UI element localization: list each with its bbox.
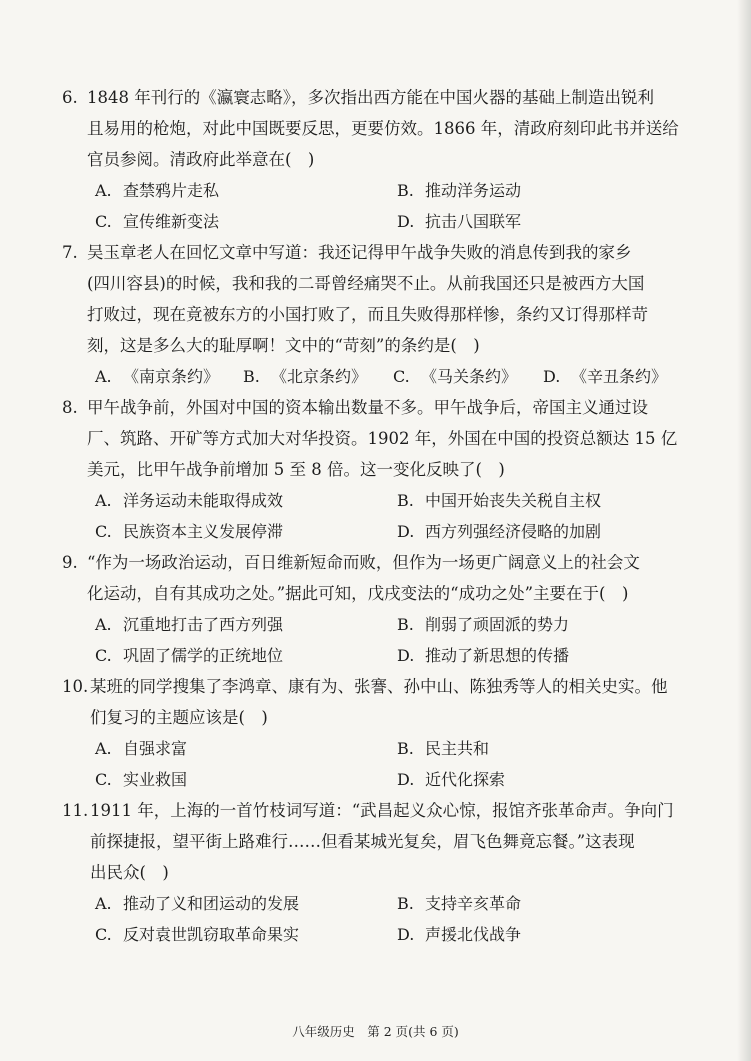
option-c: C. 《马关条约》 bbox=[393, 367, 518, 386]
question-text-line: 厂、筑路、开矿等方式加大对华投资。1902 年，外国在中国的投资总额达 15 亿 bbox=[87, 429, 678, 448]
option-a: A. 推动了义和团运动的发展 bbox=[95, 894, 300, 913]
option-c: C. 实业救国 bbox=[95, 770, 188, 789]
question-number: 11. bbox=[62, 801, 89, 820]
question-text-line: 刻，这是多么大的耻厚啊！文中的“苛刻”的条约是( ) bbox=[87, 336, 480, 355]
option-b: B. 削弱了顽固派的势力 bbox=[397, 615, 570, 634]
question-number: 7. bbox=[62, 243, 78, 262]
question-number: 9. bbox=[62, 553, 78, 572]
option-c: C. 民族资本主义发展停滞 bbox=[95, 522, 284, 541]
question-text-line: 美元，比甲午战争前增加 5 至 8 倍。这一变化反映了( ) bbox=[87, 460, 505, 479]
question-text-line: 且易用的枪炮，对此中国既要反思，更要仿效。1866 年，清政府刻印此书并送给 bbox=[87, 119, 679, 138]
option-d: D. 《辛丑条约》 bbox=[543, 367, 668, 386]
question-text-line: (四川容县)的时候，我和我的二哥曾经痛哭不止。从前我国还只是被西方大国 bbox=[87, 274, 645, 293]
option-b: B. 推动洋务运动 bbox=[397, 181, 522, 200]
question-11 bbox=[62, 795, 690, 950]
answer-options bbox=[62, 485, 690, 547]
question-text-line: 出民众( ) bbox=[90, 863, 169, 882]
question-text-line: 甲午战争前，外国对中国的资本输出数量不多。甲午战争后，帝国主义通过设 bbox=[87, 398, 648, 417]
question-number: 8. bbox=[62, 398, 78, 417]
answer-options bbox=[62, 175, 690, 237]
question-text-line: 1911 年，上海的一首竹枝词写道：“武昌起义众心惊，报馆齐张革命声。争向门 bbox=[90, 801, 674, 820]
question-text-line: 某班的同学搜集了李鸿章、康有为、张謇、孙中山、陈独秀等人的相关史实。他 bbox=[90, 677, 668, 696]
answer-options bbox=[62, 888, 690, 950]
page-footer: 八年级历史 第 2 页(共 6 页) bbox=[292, 1024, 459, 1039]
option-a: A. 《南京条约》 bbox=[95, 367, 220, 386]
option-b: B. 支持辛亥革命 bbox=[397, 894, 522, 913]
question-9 bbox=[62, 547, 690, 671]
question-text-line: 1848 年刊行的《瀛寰志略》，多次指出西方能在中国火器的基础上制造出锐利 bbox=[87, 88, 654, 107]
question-list bbox=[62, 82, 690, 950]
question-text-line: 们复习的主题应该是( ) bbox=[90, 708, 268, 727]
option-a: A. 沉重地打击了西方列强 bbox=[95, 615, 284, 634]
answer-options bbox=[62, 609, 690, 671]
option-d: D. 声援北伐战争 bbox=[397, 925, 522, 944]
answer-options bbox=[62, 733, 690, 795]
option-a: A. 自强求富 bbox=[95, 739, 188, 758]
option-c: C. 巩固了儒学的正统地位 bbox=[95, 646, 284, 665]
question-text-line: “作为一场政治运动，百日维新短命而败，但作为一场更广阔意义上的社会文 bbox=[87, 553, 640, 572]
option-d: D. 西方列强经济侵略的加剧 bbox=[397, 522, 602, 541]
question-number: 10. bbox=[62, 677, 89, 696]
option-b: B. 《北京条约》 bbox=[243, 367, 368, 386]
question-text-line: 前探捷报，望平街上路难行……但看某城光复矣，眉飞色舞竟忘餐。”这表现 bbox=[90, 832, 635, 851]
answer-options bbox=[62, 361, 690, 392]
option-a: A. 查禁鸦片走私 bbox=[95, 181, 220, 200]
option-c: C. 宣传维新变法 bbox=[95, 212, 220, 231]
option-d: D. 推动了新思想的传播 bbox=[397, 646, 570, 665]
option-b: B. 民主共和 bbox=[397, 739, 490, 758]
question-7 bbox=[62, 237, 690, 392]
question-text-line: 吴玉章老人在回忆文章中写道：我还记得甲午战争失败的消息传到我的家乡 bbox=[87, 243, 632, 262]
question-10 bbox=[62, 671, 690, 795]
page-edge-shadow bbox=[737, 0, 751, 1061]
option-a: A. 洋务运动未能取得成效 bbox=[95, 491, 284, 510]
question-number: 6. bbox=[62, 88, 78, 107]
option-d: D. 近代化探索 bbox=[397, 770, 506, 789]
question-text-line: 官员参阅。清政府此举意在( ) bbox=[87, 150, 315, 169]
question-8 bbox=[62, 392, 690, 547]
question-text-line: 打败过，现在竟被东方的小国打败了，而且失败得那样惨，条约又订得那样苛 bbox=[87, 305, 648, 324]
question-6 bbox=[62, 82, 690, 237]
option-c: C. 反对袁世凯窃取革命果实 bbox=[95, 925, 300, 944]
question-text-line: 化运动，自有其成功之处。”据此可知，戊戌变法的“成功之处”主要在于( ) bbox=[87, 584, 629, 603]
option-b: B. 中国开始丧失关税自主权 bbox=[397, 491, 602, 510]
option-d: D. 抗击八国联军 bbox=[397, 212, 522, 231]
